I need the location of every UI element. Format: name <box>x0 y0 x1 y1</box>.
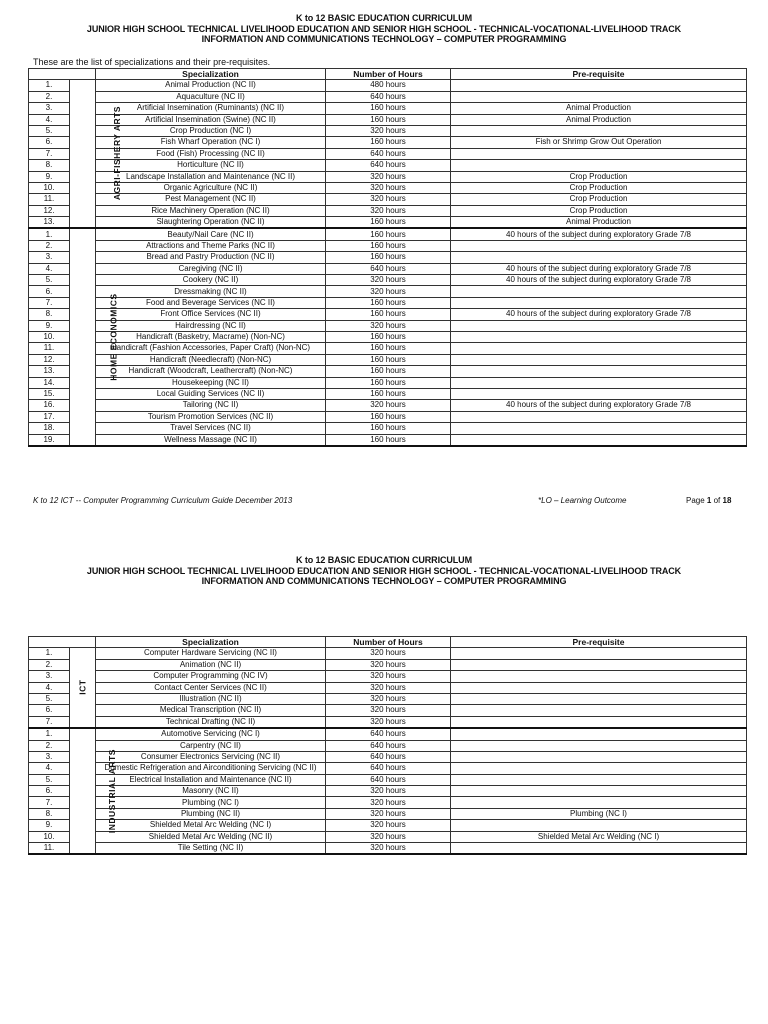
specialization-cell: Shielded Metal Arc Welding (NC II) <box>96 831 326 842</box>
table-row <box>29 763 747 774</box>
prereq-cell <box>451 423 747 434</box>
table-row <box>29 80 747 91</box>
specialization-cell: Housekeeping (NC II) <box>96 377 326 388</box>
row-number: 4. <box>29 263 70 274</box>
hours-cell: 160 hours <box>326 434 451 446</box>
hours-cell: 640 hours <box>326 751 451 762</box>
row-number: 8. <box>29 160 70 171</box>
prereq-cell <box>451 91 747 102</box>
row-number: 6. <box>29 705 70 716</box>
hours-cell: 160 hours <box>326 377 451 388</box>
table-row <box>29 740 747 751</box>
specialization-cell: Consumer Electronics Servicing (NC II) <box>96 751 326 762</box>
hours-cell: 160 hours <box>326 343 451 354</box>
table-row <box>29 331 747 342</box>
prereq-cell: Crop Production <box>451 205 747 216</box>
prereq-cell: Plumbing (NC I) <box>451 808 747 819</box>
hours-cell: 640 hours <box>326 160 451 171</box>
specialization-table-2 <box>28 636 747 855</box>
specialization-cell: Animal Production (NC II) <box>96 80 326 91</box>
hours-cell: 640 hours <box>326 263 451 274</box>
table-row <box>29 797 747 808</box>
specialization-cell: Plumbing (NC II) <box>96 808 326 819</box>
row-number: 12. <box>29 354 70 365</box>
table-row <box>29 171 747 182</box>
hours-cell: 320 hours <box>326 400 451 411</box>
group-label-cell <box>70 228 119 445</box>
prereq-cell: Animal Production <box>451 217 747 229</box>
specialization-cell: Tourism Promotion Services (NC II) <box>96 411 326 422</box>
table-row <box>29 343 747 354</box>
header-line-3: INFORMATION AND COMMUNICATIONS TECHNOLOGY – COMPUTER PROGRAMMING <box>201 34 567 44</box>
header-line-2: JUNIOR HIGH SCHOOL TECHNICAL LIVELIHOOD EDUCATION AND SENIOR HIGH SCHOOL - TECHNICAL-VOCATIONAL-LIVELIHOOD TRACK <box>86 23 682 34</box>
hours-cell: 640 hours <box>326 148 451 159</box>
hours-cell: 320 hours <box>326 786 451 797</box>
col-specialization: Specialization <box>96 637 326 648</box>
group-label: HOME ECONOMICS <box>108 293 119 381</box>
specialization-cell: Front Office Services (NC II) <box>96 309 326 320</box>
table-row <box>29 728 747 740</box>
table-row <box>29 160 747 171</box>
prereq-cell: Fish or Shrimp Grow Out Operation <box>451 137 747 148</box>
hours-cell: 320 hours <box>326 125 451 136</box>
row-number: 3. <box>29 751 70 762</box>
table-row <box>29 671 747 682</box>
row-number: 10. <box>29 182 70 193</box>
header-line-1: K to 12 BASIC EDUCATION CURRICULUM <box>296 555 472 565</box>
specialization-cell: Dressmaking (NC II) <box>96 286 326 297</box>
prereq-cell <box>451 343 747 354</box>
specialization-cell: Handicraft (Woodcraft, Leathercraft) (Non-NC) <box>96 366 326 377</box>
row-number: 7. <box>29 797 70 808</box>
prereq-cell <box>451 148 747 159</box>
hours-cell: 320 hours <box>326 205 451 216</box>
table-row <box>29 354 747 365</box>
table-row <box>29 252 747 263</box>
specialization-cell: Tile Setting (NC II) <box>96 843 326 855</box>
hours-cell: 320 hours <box>326 286 451 297</box>
prereq-cell <box>451 366 747 377</box>
group-label-cell <box>70 728 117 854</box>
row-number: 9. <box>29 820 70 831</box>
table-row <box>29 137 747 148</box>
prereq-cell: 40 hours of the subject during exploratory Grade 7/8 <box>451 309 747 320</box>
row-number: 1. <box>29 728 70 740</box>
table-row <box>29 808 747 819</box>
specialization-cell: Contact Center Services (NC II) <box>96 682 326 693</box>
table-row <box>29 411 747 422</box>
specialization-cell: Crop Production (NC I) <box>96 125 326 136</box>
specialization-cell: Rice Machinery Operation (NC II) <box>96 205 326 216</box>
prereq-cell <box>451 728 747 740</box>
table-row <box>29 388 747 399</box>
specialization-table-1 <box>28 68 747 447</box>
row-number: 6. <box>29 137 70 148</box>
table-row <box>29 286 747 297</box>
prereq-cell <box>451 693 747 704</box>
prereq-cell <box>451 786 747 797</box>
row-number: 4. <box>29 114 70 125</box>
row-number: 2. <box>29 659 70 670</box>
hours-cell: 640 hours <box>326 763 451 774</box>
specialization-cell: Masonry (NC II) <box>96 786 326 797</box>
row-number: 5. <box>29 275 70 286</box>
row-number: 1. <box>29 80 70 91</box>
col-hours: Number of Hours <box>326 637 451 648</box>
specialization-cell: Pest Management (NC II) <box>96 194 326 205</box>
specialization-cell: Technical Drafting (NC II) <box>96 716 326 728</box>
hours-cell: 640 hours <box>326 91 451 102</box>
table-row <box>29 240 747 251</box>
prereq-cell <box>451 843 747 855</box>
row-number: 8. <box>29 808 70 819</box>
specialization-cell: Computer Programming (NC IV) <box>96 671 326 682</box>
prereq-cell <box>451 705 747 716</box>
specialization-cell: Medical Transcription (NC II) <box>96 705 326 716</box>
prereq-cell <box>451 434 747 446</box>
prereq-cell: 40 hours of the subject during exploratory Grade 7/8 <box>451 400 747 411</box>
specialization-cell: Automotive Servicing (NC I) <box>96 728 326 740</box>
row-number: 2. <box>29 740 70 751</box>
specialization-cell: Artificial Insemination (Ruminants) (NC II) <box>96 103 326 114</box>
table-row <box>29 309 747 320</box>
table1-body <box>29 80 747 446</box>
hours-cell: 160 hours <box>326 228 451 240</box>
row-number: 2. <box>29 240 70 251</box>
hours-cell: 320 hours <box>326 808 451 819</box>
specialization-cell: Carpentry (NC II) <box>96 740 326 751</box>
prereq-cell <box>451 240 747 251</box>
hours-cell: 320 hours <box>326 831 451 842</box>
row-number: 1. <box>29 648 70 659</box>
hours-cell: 320 hours <box>326 194 451 205</box>
prereq-cell <box>451 774 747 785</box>
row-number: 15. <box>29 388 70 399</box>
hours-cell: 160 hours <box>326 240 451 251</box>
hours-cell: 320 hours <box>326 671 451 682</box>
prereq-cell <box>451 331 747 342</box>
prereq-cell <box>451 751 747 762</box>
hours-cell: 160 hours <box>326 297 451 308</box>
table-row <box>29 716 747 728</box>
table-row <box>29 263 747 274</box>
row-number: 4. <box>29 682 70 693</box>
table2-body <box>29 648 747 855</box>
specialization-cell: Animation (NC II) <box>96 659 326 670</box>
table-header-row <box>29 69 747 80</box>
specialization-cell: Shielded Metal Arc Welding (NC I) <box>96 820 326 831</box>
footer-lo-note: *LO – Learning Outcome <box>538 496 627 505</box>
row-number: 1. <box>29 228 70 240</box>
col-hours: Number of Hours <box>326 69 451 80</box>
table-row <box>29 400 747 411</box>
table-row <box>29 434 747 446</box>
prereq-cell: Crop Production <box>451 182 747 193</box>
specialization-cell: Illustration (NC II) <box>96 693 326 704</box>
hours-cell: 320 hours <box>326 705 451 716</box>
specialization-cell: Slaughtering Operation (NC II) <box>96 217 326 229</box>
row-number: 3. <box>29 103 70 114</box>
specialization-cell: Wellness Massage (NC II) <box>96 434 326 446</box>
hours-cell: 320 hours <box>326 659 451 670</box>
row-number: 5. <box>29 774 70 785</box>
row-number: 16. <box>29 400 70 411</box>
hours-cell: 640 hours <box>326 774 451 785</box>
table-row <box>29 843 747 855</box>
row-number: 11. <box>29 194 70 205</box>
hours-cell: 320 hours <box>326 716 451 728</box>
hours-cell: 160 hours <box>326 423 451 434</box>
specialization-cell: Hairdressing (NC II) <box>96 320 326 331</box>
specialization-cell: Handicraft (Fashion Accessories, Paper Craft) (Non-NC) <box>96 343 326 354</box>
table-row <box>29 820 747 831</box>
prereq-cell <box>451 160 747 171</box>
row-number: 7. <box>29 716 70 728</box>
row-number: 6. <box>29 286 70 297</box>
hours-cell: 160 hours <box>326 388 451 399</box>
table-row <box>29 114 747 125</box>
prereq-cell <box>451 297 747 308</box>
prereq-cell <box>451 820 747 831</box>
specialization-cell: Food and Beverage Services (NC II) <box>96 297 326 308</box>
hours-cell: 160 hours <box>326 354 451 365</box>
row-number: 8. <box>29 309 70 320</box>
col-specialization: Specialization <box>96 69 326 80</box>
prereq-cell <box>451 320 747 331</box>
prereq-cell: Animal Production <box>451 114 747 125</box>
hours-cell: 160 hours <box>326 309 451 320</box>
prereq-cell <box>451 377 747 388</box>
prereq-cell: Crop Production <box>451 171 747 182</box>
hours-cell: 640 hours <box>326 740 451 751</box>
prereq-cell <box>451 80 747 91</box>
specialization-cell: Artificial Insemination (Swine) (NC II) <box>96 114 326 125</box>
table-row <box>29 194 747 205</box>
hours-cell: 320 hours <box>326 182 451 193</box>
prereq-cell <box>451 671 747 682</box>
header-line-2: JUNIOR HIGH SCHOOL TECHNICAL LIVELIHOOD EDUCATION AND SENIOR HIGH SCHOOL - TECHNICAL-VOCATIONAL-LIVELIHOOD TRACK <box>86 565 682 576</box>
specialization-cell: Fish Wharf Operation (NC I) <box>96 137 326 148</box>
row-number: 14. <box>29 377 70 388</box>
table-header-row <box>29 637 747 648</box>
table-row <box>29 148 747 159</box>
row-number: 9. <box>29 320 70 331</box>
table-row <box>29 831 747 842</box>
specialization-cell: Food (Fish) Processing (NC II) <box>96 148 326 159</box>
specialization-cell: Tailoring (NC II) <box>96 400 326 411</box>
table-row <box>29 297 747 308</box>
table-row <box>29 320 747 331</box>
specialization-cell: Bread and Pastry Production (NC II) <box>96 252 326 263</box>
hours-cell: 320 hours <box>326 843 451 855</box>
prereq-cell: 40 hours of the subject during exploratory Grade 7/8 <box>451 275 747 286</box>
table-row <box>29 217 747 229</box>
specialization-cell: Electrical Installation and Maintenance (NC II) <box>96 774 326 785</box>
row-number: 11. <box>29 843 70 855</box>
prereq-cell: Crop Production <box>451 194 747 205</box>
prereq-cell <box>451 648 747 659</box>
prereq-cell <box>451 740 747 751</box>
col-prereq: Pre-requisite <box>451 69 747 80</box>
specialization-cell: Attractions and Theme Parks (NC II) <box>96 240 326 251</box>
specialization-cell: Landscape Installation and Maintenance (NC II) <box>96 171 326 182</box>
table-row <box>29 423 747 434</box>
table-row <box>29 275 747 286</box>
footer-guide-title: K to 12 ICT -- Computer Programming Curriculum Guide December 2013 <box>33 496 293 505</box>
row-number: 7. <box>29 148 70 159</box>
hours-cell: 320 hours <box>326 820 451 831</box>
group-label-cell <box>70 648 96 728</box>
table-row <box>29 91 747 102</box>
table-row <box>29 786 747 797</box>
row-number: 11. <box>29 343 70 354</box>
row-number: 19. <box>29 434 70 446</box>
table-row <box>29 648 747 659</box>
intro-text: These are the list of specializations and their pre-requisites. <box>33 57 271 67</box>
hours-cell: 160 hours <box>326 366 451 377</box>
row-number: 10. <box>29 331 70 342</box>
row-number: 4. <box>29 763 70 774</box>
row-number: 18. <box>29 423 70 434</box>
table-row <box>29 103 747 114</box>
prereq-cell: 40 hours of the subject during exploratory Grade 7/8 <box>451 263 747 274</box>
specialization-cell: Organic Agriculture (NC II) <box>96 182 326 193</box>
specialization-cell: Aquaculture (NC II) <box>96 91 326 102</box>
row-number: 6. <box>29 786 70 797</box>
row-number: 5. <box>29 125 70 136</box>
specialization-cell: Local Guiding Services (NC II) <box>96 388 326 399</box>
hours-cell: 160 hours <box>326 114 451 125</box>
prereq-cell: 40 hours of the subject during exploratory Grade 7/8 <box>451 228 747 240</box>
row-number: 9. <box>29 171 70 182</box>
specialization-cell: Domestic Refrigeration and Airconditioning Servicing (NC II) <box>96 763 326 774</box>
specialization-cell: Handicraft (Needlecraft) (Non-NC) <box>96 354 326 365</box>
prereq-cell <box>451 125 747 136</box>
table-row <box>29 377 747 388</box>
row-number: 17. <box>29 411 70 422</box>
table-row <box>29 366 747 377</box>
prereq-cell <box>451 354 747 365</box>
hours-cell: 320 hours <box>326 648 451 659</box>
table-row <box>29 205 747 216</box>
row-number: 10. <box>29 831 70 842</box>
prereq-cell <box>451 797 747 808</box>
hours-cell: 320 hours <box>326 682 451 693</box>
hours-cell: 320 hours <box>326 797 451 808</box>
prereq-cell: Animal Production <box>451 103 747 114</box>
prereq-cell: Shielded Metal Arc Welding (NC I) <box>451 831 747 842</box>
hours-cell: 480 hours <box>326 80 451 91</box>
table-row <box>29 682 747 693</box>
specialization-cell: Computer Hardware Servicing (NC II) <box>96 648 326 659</box>
prereq-cell <box>451 659 747 670</box>
hours-cell: 160 hours <box>326 137 451 148</box>
hours-cell: 160 hours <box>326 331 451 342</box>
specialization-cell: Plumbing (NC I) <box>96 797 326 808</box>
prereq-cell <box>451 252 747 263</box>
row-number: 5. <box>29 693 70 704</box>
group-label: ICT <box>77 679 88 695</box>
page2-header <box>0 555 768 587</box>
row-number: 3. <box>29 252 70 263</box>
prereq-cell <box>451 411 747 422</box>
specialization-cell: Travel Services (NC II) <box>96 423 326 434</box>
specialization-cell: Beauty/Nail Care (NC II) <box>96 228 326 240</box>
table-row <box>29 182 747 193</box>
prereq-cell <box>451 682 747 693</box>
prereq-cell <box>451 716 747 728</box>
group-label-cell <box>70 80 122 229</box>
hours-cell: 320 hours <box>326 171 451 182</box>
row-number: 13. <box>29 217 70 229</box>
footer-page-number: Page 1 of 18 <box>686 496 732 505</box>
table-row <box>29 774 747 785</box>
group-label: INDUSTRIAL ARTS <box>106 748 117 833</box>
specialization-cell: Horticulture (NC II) <box>96 160 326 171</box>
row-number: 3. <box>29 671 70 682</box>
col-prereq: Pre-requisite <box>451 637 747 648</box>
hours-cell: 160 hours <box>326 217 451 229</box>
prereq-cell <box>451 388 747 399</box>
row-number: 2. <box>29 91 70 102</box>
table-row <box>29 125 747 136</box>
header-line-3: INFORMATION AND COMMUNICATIONS TECHNOLOGY – COMPUTER PROGRAMMING <box>201 576 567 586</box>
table-row <box>29 228 747 240</box>
hours-cell: 160 hours <box>326 103 451 114</box>
row-number: 7. <box>29 297 70 308</box>
table-row <box>29 751 747 762</box>
table-row <box>29 693 747 704</box>
prereq-cell <box>451 286 747 297</box>
hours-cell: 160 hours <box>326 252 451 263</box>
row-number: 12. <box>29 205 70 216</box>
table-row <box>29 705 747 716</box>
specialization-cell: Caregiving (NC II) <box>96 263 326 274</box>
hours-cell: 320 hours <box>326 275 451 286</box>
page1-header <box>0 13 768 45</box>
hours-cell: 640 hours <box>326 728 451 740</box>
table-row <box>29 659 747 670</box>
prereq-cell <box>451 763 747 774</box>
hours-cell: 160 hours <box>326 411 451 422</box>
hours-cell: 320 hours <box>326 693 451 704</box>
row-number: 13. <box>29 366 70 377</box>
specialization-cell: Cookery (NC II) <box>96 275 326 286</box>
header-line-1: K to 12 BASIC EDUCATION CURRICULUM <box>296 13 472 23</box>
specialization-cell: Handicraft (Basketry, Macrame) (Non-NC) <box>96 331 326 342</box>
group-label: AGRI-FISHERY ARTS <box>111 106 122 201</box>
hours-cell: 320 hours <box>326 320 451 331</box>
